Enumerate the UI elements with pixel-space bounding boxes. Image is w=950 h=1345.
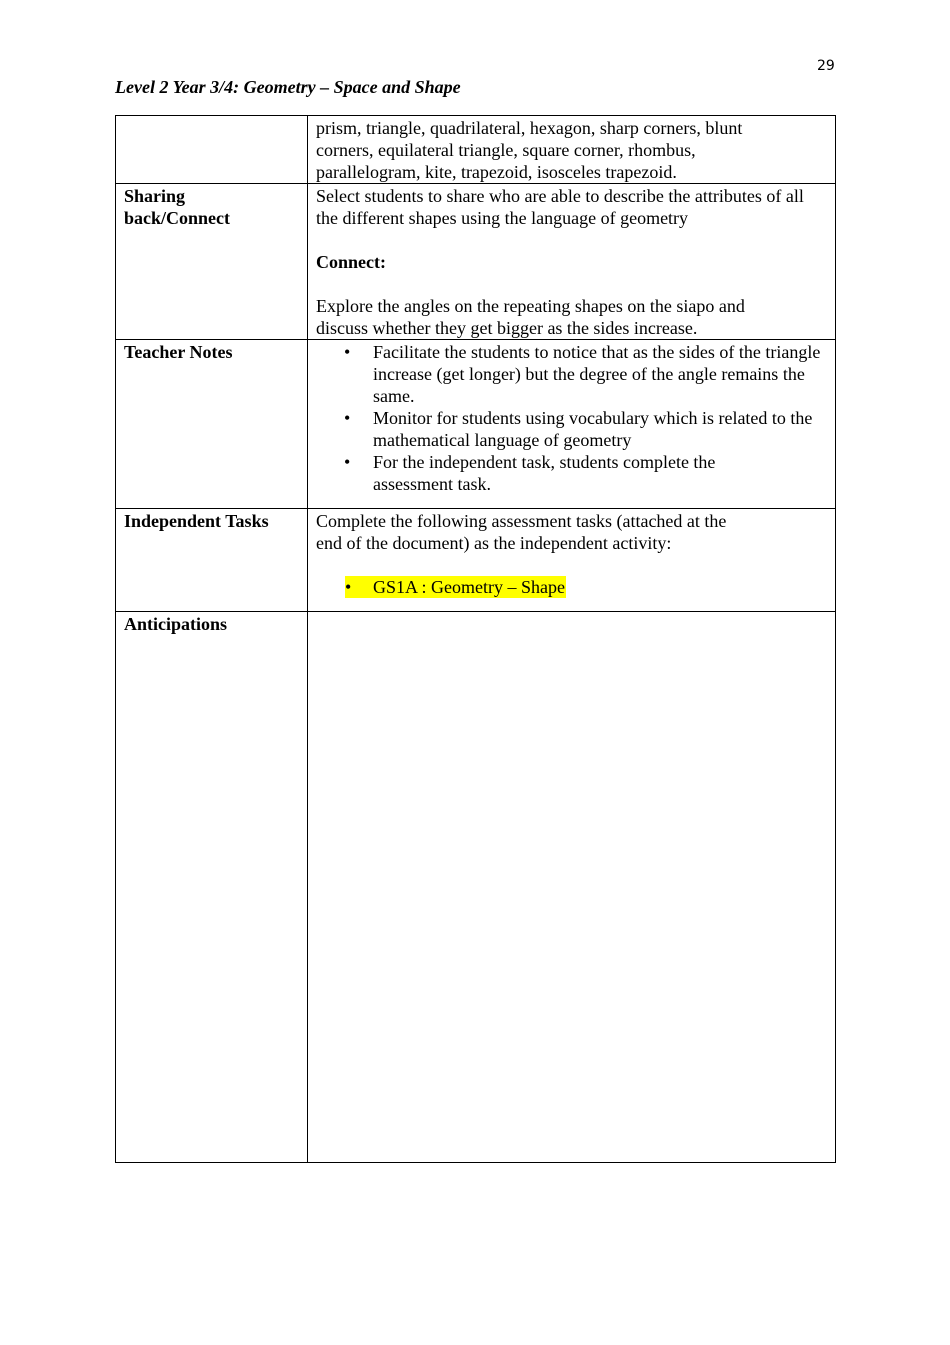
connect-heading: Connect: bbox=[316, 252, 386, 272]
independent-tasks-cell bbox=[308, 509, 836, 612]
table-row bbox=[116, 340, 836, 509]
sharing-cell bbox=[308, 184, 836, 340]
connect-text: Explore the angles on the repeating shapes on the siapo and discuss whether they get bigger as the sides increase. bbox=[316, 296, 745, 338]
list-item: • GS1A : Geometry – Shape bbox=[345, 576, 565, 598]
table-row bbox=[116, 612, 836, 1163]
page-title: Level 2 Year 3/4: Geometry – Space and Shape bbox=[115, 77, 461, 97]
teacher-notes-list bbox=[316, 341, 827, 495]
lesson-table bbox=[115, 115, 836, 1163]
row-label: Independent Tasks bbox=[116, 509, 308, 612]
table-row bbox=[116, 116, 836, 184]
independent-tasks-text: Complete the following assessment tasks (attached at the end of the document) as the independent activity: bbox=[316, 511, 727, 553]
vocabulary-text: prism, triangle, quadrilateral, hexagon, sharp corners, blunt corners, equilateral triangle, square corner, rhombus, parallelogram, kite, trapezoid, isosceles trapezoid. bbox=[316, 118, 743, 182]
table-row bbox=[116, 184, 836, 340]
row-label: Teacher Notes bbox=[116, 340, 308, 509]
row-label bbox=[116, 116, 308, 184]
anticipations-cell bbox=[308, 612, 836, 1163]
list-item: • Facilitate the students to notice that as the sides of the triangle increase (get longer) but the degree of the angle remains the same. bbox=[316, 341, 822, 407]
highlighted-task-list bbox=[345, 576, 566, 598]
sharing-label: Sharing back/Connect bbox=[124, 186, 231, 228]
row-label bbox=[116, 184, 308, 340]
row-label: Anticipations bbox=[116, 612, 308, 1163]
vocabulary-cell bbox=[308, 116, 836, 184]
list-item: • Monitor for students using vocabulary which is related to the mathematical language of geometry bbox=[316, 407, 822, 451]
teacher-notes-cell bbox=[308, 340, 836, 509]
sharing-text: Select students to share who are able to describe the attributes of all the different shapes using the language of geometry bbox=[316, 186, 804, 228]
list-item: • For the independent task, students complete the assessment task. bbox=[316, 451, 822, 495]
table-row bbox=[116, 509, 836, 612]
page-number: 29 bbox=[817, 58, 835, 74]
